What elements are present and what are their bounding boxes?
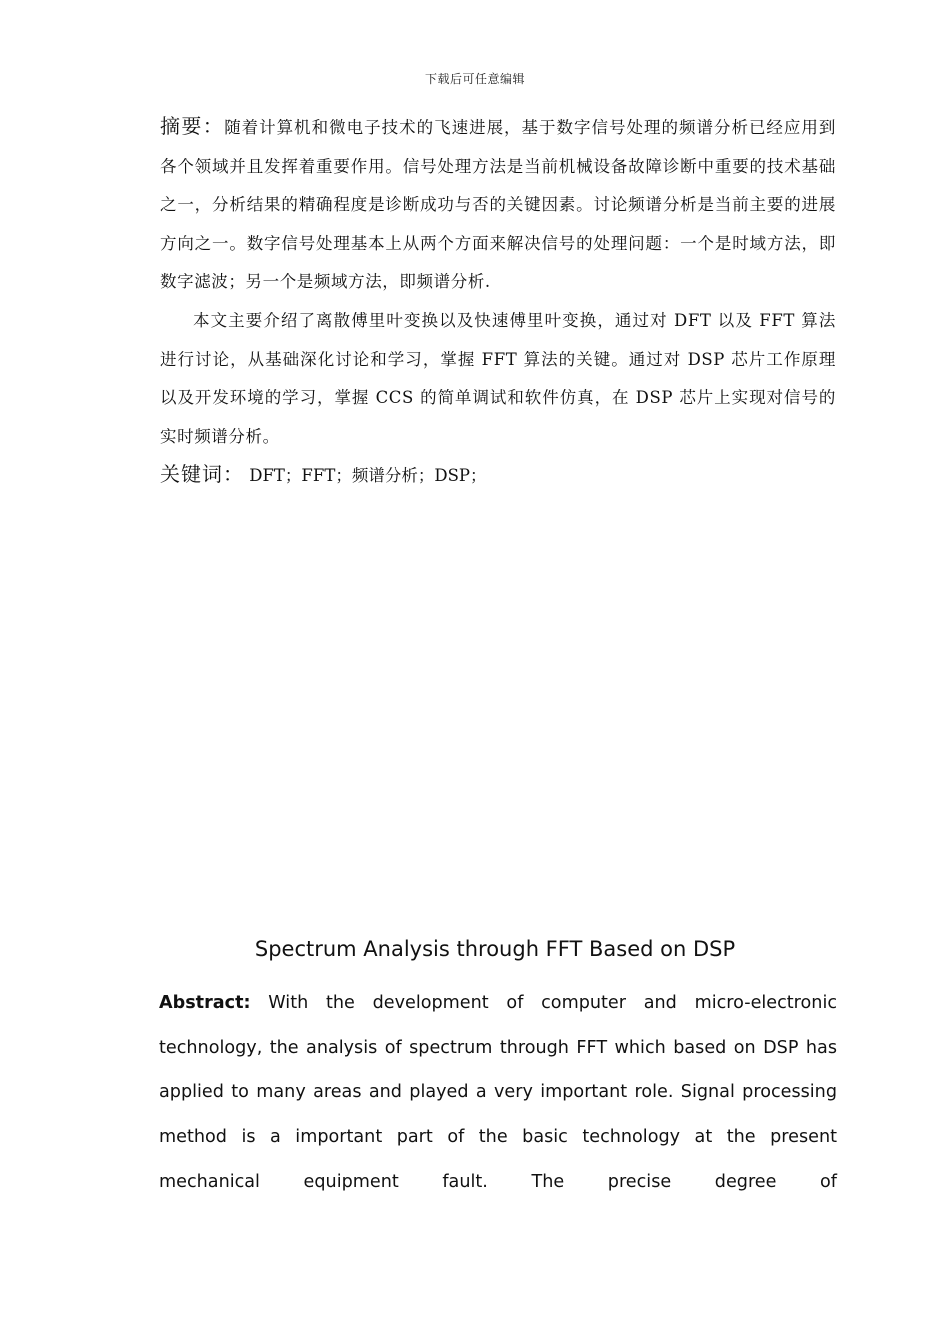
page-header-note: 下载后可任意编辑	[424, 72, 525, 86]
chinese-abstract-text-1: 随着计算机和微电子技术的飞速进展，基于数字信号处理的频谱分析已经应用到各个领域并且发挥着重要作用。信号处理方法是当前机械设备故障诊断中重要的技术基础之一，分析结果的精确程度是诊断成功与否的关键因素。讨论频谱分析是当前主要的进展方向之一。数字信号处理基本上从两个方面来解决信号的处理问题：一个是时域方法，即数字滤波；另一个是频域方法，即频谱分析.	[160, 118, 837, 292]
chinese-abstract-label: 摘要：	[160, 114, 225, 138]
keywords-value: DFT；FFT；频谱分析；DSP；	[249, 466, 487, 485]
english-abstract	[159, 981, 837, 1205]
english-abstract-label: Abstract:	[159, 993, 251, 1013]
chinese-abstract	[160, 107, 836, 456]
english-abstract-text: With the development of computer and micro-electronic technology, the analysis of spectrum through FFT which based on DSP has applied to many areas and played a very important role. Signal processing method is a important part of the basic technology at the present mechanical equipment fault. The precise degree of	[159, 993, 838, 1192]
chinese-abstract-paragraph-1	[160, 107, 836, 302]
keywords-label: 关键词：	[160, 462, 244, 486]
english-title: Spectrum Analysis through FFT Based on DSP	[254, 937, 736, 961]
chinese-abstract-paragraph-2: 本文主要介绍了离散傅里叶变换以及快速傅里叶变换，通过对 DFT 以及 FFT 算法进行讨论，从基础深化讨论和学习，掌握 FFT 算法的关键。通过对 DSP 芯片工作原理以及开发环境的学习，掌握 CCS 的简单调试和软件仿真，在 DSP 芯片上实现对信号的实时频谱分析。	[160, 310, 836, 446]
keywords-line	[160, 455, 836, 495]
